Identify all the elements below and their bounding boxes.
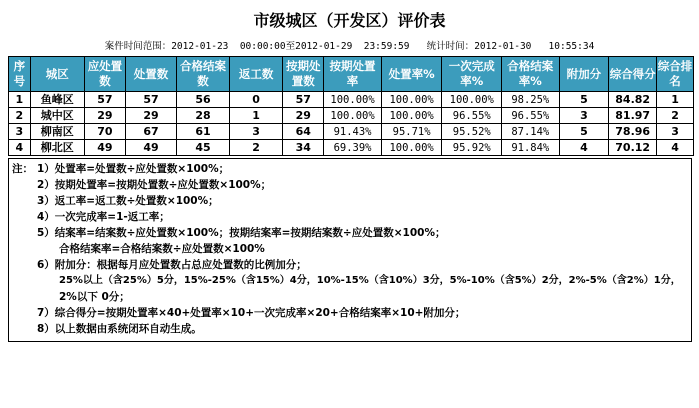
- col-header: 返工数: [230, 57, 283, 92]
- cell: 100.00%: [324, 108, 381, 124]
- cell: 29: [126, 108, 177, 124]
- cell: 0: [230, 92, 283, 108]
- cell: 3: [9, 124, 31, 140]
- cell: 95.52%: [442, 124, 502, 140]
- col-header: 附加分: [559, 57, 609, 92]
- cell: 49: [126, 140, 177, 156]
- range-label: 案件时间范围：: [104, 41, 172, 52]
- cell: 3: [559, 108, 609, 124]
- range-end: 2012-01-29 23:59:59: [295, 41, 410, 52]
- stat-time: 2012-01-30 10:55:34: [474, 41, 595, 52]
- cell: 100.00%: [442, 92, 502, 108]
- cell: 87.14%: [502, 124, 559, 140]
- cell: 29: [283, 108, 324, 124]
- col-header: 应处置数: [84, 57, 125, 92]
- col-header: 城区: [30, 57, 84, 92]
- cell: 96.55%: [442, 108, 502, 124]
- cell: 49: [84, 140, 125, 156]
- note-line: 4）一次完成率=1-返工率；: [37, 211, 170, 223]
- col-header: 序号: [9, 57, 31, 92]
- cell: 96.55%: [502, 108, 559, 124]
- cell: 57: [126, 92, 177, 108]
- cell: 61: [176, 124, 229, 140]
- cell: 84.82: [609, 92, 657, 108]
- cell: 5: [559, 92, 609, 108]
- cell: 69.39%: [324, 140, 381, 156]
- table-header-row: [9, 57, 694, 92]
- cell: 91.43%: [324, 124, 381, 140]
- cell: 29: [84, 108, 125, 124]
- cell: 2: [230, 140, 283, 156]
- cell: 3: [230, 124, 283, 140]
- cell: 4: [559, 140, 609, 156]
- cell: 2: [9, 108, 31, 124]
- cell: 95.71%: [381, 124, 442, 140]
- col-header: 按期处置数: [283, 57, 324, 92]
- cell: 56: [176, 92, 229, 108]
- range-to: 至: [285, 41, 296, 52]
- cell: 57: [84, 92, 125, 108]
- table-row: [9, 140, 694, 156]
- cell: 95.92%: [442, 140, 502, 156]
- cell: 78.96: [609, 124, 657, 140]
- notes-box: [8, 158, 692, 342]
- cell: 柳北区: [30, 140, 84, 156]
- cell: 45: [176, 140, 229, 156]
- col-header: 合格结案数: [176, 57, 229, 92]
- cell: 81.97: [609, 108, 657, 124]
- col-header: 一次完成率%: [442, 57, 502, 92]
- cell: 34: [283, 140, 324, 156]
- cell: 100.00%: [381, 108, 442, 124]
- col-header: 合格结案率%: [502, 57, 559, 92]
- note-line: 5）结案率=结案数÷应处置数×100%；按期结案率=按期结案数÷应处置数×100%；: [37, 227, 446, 239]
- cell: 4: [657, 140, 694, 156]
- cell: 100.00%: [381, 140, 442, 156]
- cell: 70.12: [609, 140, 657, 156]
- note-line: 7）综合得分=按期处置率×40+处置率×10+一次完成率×20+合格结案率×10+附加分；: [37, 307, 466, 319]
- col-header: 处置数: [126, 57, 177, 92]
- col-header: 按期处置率: [324, 57, 381, 92]
- note-line: 6）附加分：根据每月应处置数占总应处置数的比例加分；: [37, 259, 307, 271]
- cell: 鱼峰区: [30, 92, 84, 108]
- evaluation-table: [8, 56, 694, 156]
- table-row: [9, 108, 694, 124]
- cell: 91.84%: [502, 140, 559, 156]
- cell: 1: [9, 92, 31, 108]
- report-meta: [0, 38, 699, 52]
- col-header: 综合得分: [609, 57, 657, 92]
- cell: 柳南区: [30, 124, 84, 140]
- cell: 2: [657, 108, 694, 124]
- cell: 5: [559, 124, 609, 140]
- note-line: 3）返工率=返工数÷处置数×100%；: [37, 195, 219, 207]
- stat-label: 统计时间：: [426, 41, 475, 52]
- note-line: 1）处置率=处置数÷应处置数×100%；: [37, 163, 230, 175]
- note-line: 2%以下 0分；: [59, 291, 130, 303]
- notes-label: 注：: [12, 163, 33, 175]
- col-header: 处置率%: [381, 57, 442, 92]
- cell: 100.00%: [381, 92, 442, 108]
- note-line: 25%以上（含25%）5分，15%-25%（含15%）4分，10%-15%（含10%）3分，5%-10%（含5%）2分，2%-5%（含2%）1分，: [59, 275, 681, 286]
- note-line: 8）以上数据由系统闭环自动生成。: [37, 323, 202, 335]
- cell: 城中区: [30, 108, 84, 124]
- cell: 70: [84, 124, 125, 140]
- cell: 98.25%: [502, 92, 559, 108]
- report-title: 市级城区（开发区）评价表: [253, 11, 446, 30]
- note-line: 2）按期处置率=按期处置数÷应处置数×100%；: [37, 179, 272, 191]
- cell: 67: [126, 124, 177, 140]
- cell: 100.00%: [324, 92, 381, 108]
- note-line: 合格结案率=合格结案数÷应处置数×100%: [59, 243, 265, 255]
- table-row: [9, 92, 694, 108]
- range-start: 2012-01-23 00:00:00: [171, 41, 286, 52]
- cell: 28: [176, 108, 229, 124]
- cell: 1: [657, 92, 694, 108]
- cell: 57: [283, 92, 324, 108]
- cell: 3: [657, 124, 694, 140]
- col-header: 综合排名: [657, 57, 694, 92]
- cell: 64: [283, 124, 324, 140]
- cell: 4: [9, 140, 31, 156]
- cell: 1: [230, 108, 283, 124]
- table-row: [9, 124, 694, 140]
